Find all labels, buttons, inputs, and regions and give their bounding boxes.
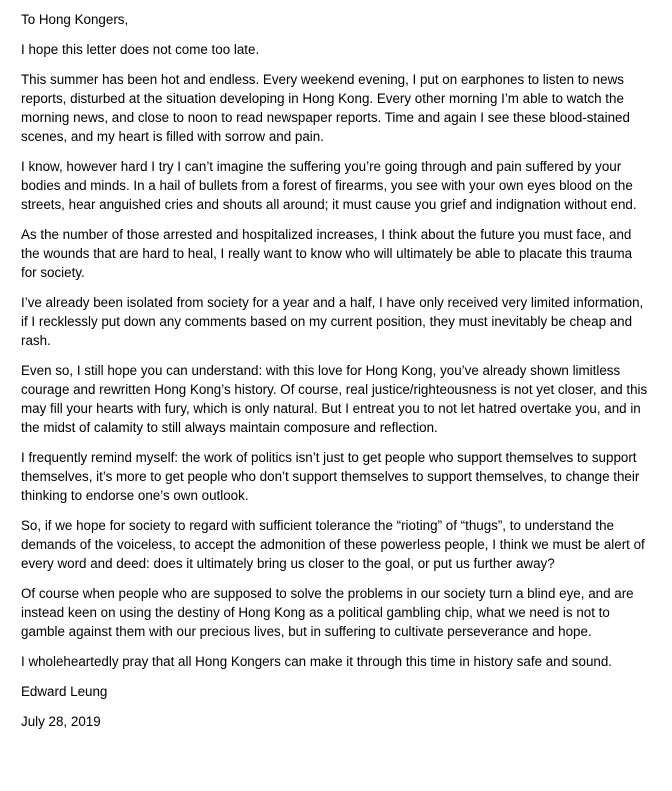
- letter-paragraph: So, if we hope for society to regard with sufficient tolerance the “rioting” of “thugs”, to understand the demands of the voiceless, to accept the admonition of these powerless people, I think we must be alert of every word and deed: does it ultimately bring us closer to the goal, or put us further away?: [21, 518, 645, 571]
- letter-paragraph: I know, however hard I try I can’t imagine the suffering you’re going through and pain suffered by your bodies and minds. In a hail of bullets from a forest of firearms, you see with your own eyes blood on the streets, hear anguished cries and shouts all around; it must cause you grief and indignation without end.: [21, 159, 637, 212]
- letter-paragraph: I frequently remind myself: the work of politics isn’t just to get people who support themselves to support themselves, it’s more to get people who don’t support themselves to support themselves, to change their thinking to endorse one’s own outlook.: [21, 450, 640, 503]
- letter-paragraph: As the number of those arrested and hospitalized increases, I think about the future you must face, and the wounds that are hard to heal, I really want to know who will ultimately be able to placate this trauma for society.: [21, 227, 633, 280]
- letter-paragraph: I’ve already been isolated from society for a year and a half, I have only received very limited information, if I recklessly put down any comments based on my current position, they must inevitably be cheap and rash.: [21, 295, 644, 348]
- letter-paragraph: Of course when people who are supposed to solve the problems in our society turn a blind eye, and are instead keen on using the destiny of Hong Kong as a political gambling chip, what we need is not to gamble against them with our precious lives, but in suffering to cultivate perseverance and hope.: [21, 586, 634, 639]
- letter-date: July 28, 2019: [21, 714, 101, 729]
- letter-signature: Edward Leung: [21, 684, 108, 699]
- letter-paragraph: I hope this letter does not come too late.: [21, 42, 260, 57]
- letter-paragraph: I wholeheartedly pray that all Hong Kongers can make it through this time in history safe and sound.: [21, 654, 613, 669]
- letter-salutation: To Hong Kongers,: [21, 12, 129, 27]
- letter-paragraph: Even so, I still hope you can understand: with this love for Hong Kong, you’ve already shown limitless courage and rewritten Hong Kong’s history. Of course, real justice/righteousness is not yet closer, and this may fill your hearts with fury, which is only natural. But I entreat you to not let hatred overtake you, and in the midst of calamity to still always maintain composure and reflection.: [21, 363, 648, 435]
- letter-paragraph: This summer has been hot and endless. Every weekend evening, I put on earphones to listen to news reports, disturbed at the situation developing in Hong Kong. Every other morning I’m able to watch the morning news, and close to noon to read newspaper reports. Time and again I see these blood-stained scenes, and my heart is filled with sorrow and pain.: [21, 72, 630, 144]
